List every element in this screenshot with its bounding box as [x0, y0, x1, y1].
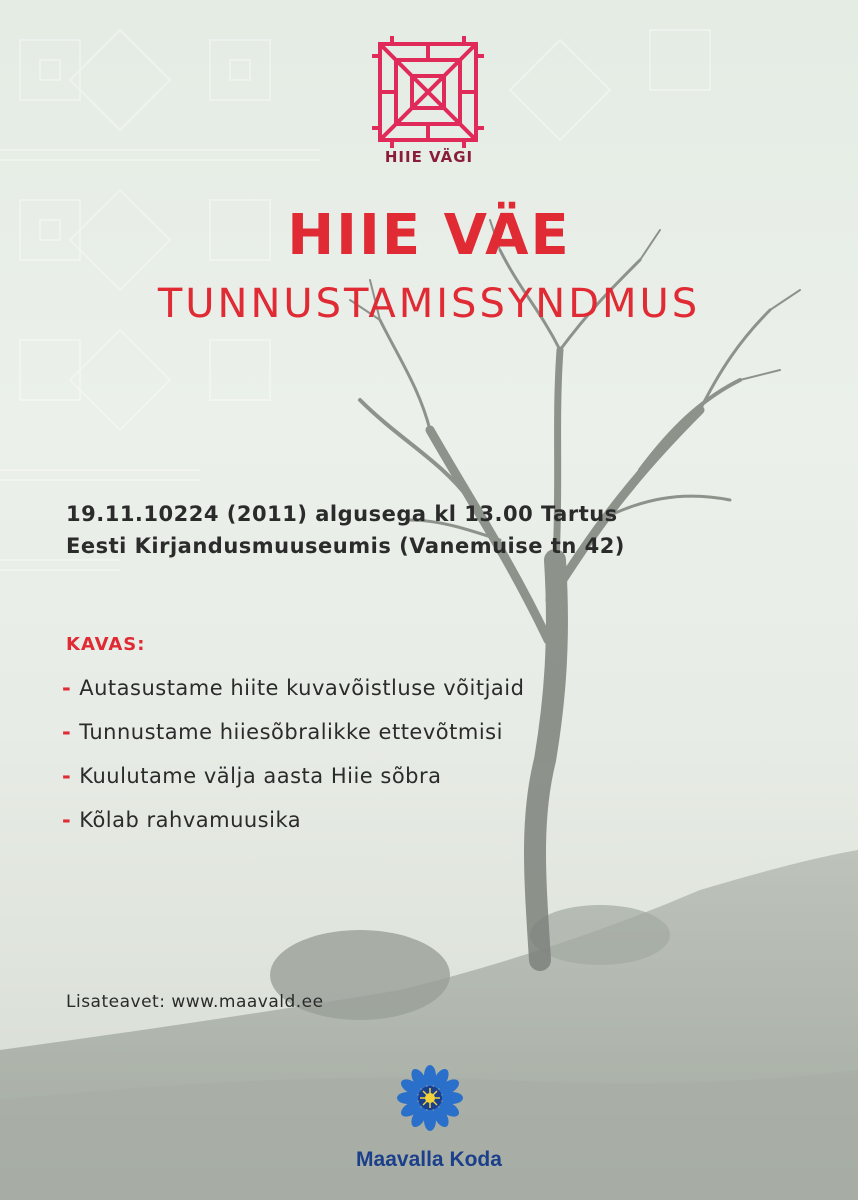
hiie-vagi-logo-icon — [372, 36, 484, 148]
more-info-link[interactable]: Lisateavet: www.maavald.ee — [66, 992, 324, 1012]
list-item: - Tunnustame hiiesõbralikke ettevõtmisi — [62, 720, 503, 744]
dash-bullet: - — [62, 720, 72, 744]
dash-bullet: - — [62, 676, 72, 700]
dash-bullet: - — [62, 808, 72, 832]
program-list — [62, 676, 524, 852]
organization-name: Maavalla Koda — [356, 1148, 502, 1171]
dash-bullet: - — [62, 764, 72, 788]
logo-caption: HIIE VÄGI — [384, 148, 474, 166]
page-title: HIIE VÄE — [287, 203, 571, 268]
event-details — [66, 498, 806, 562]
list-item: - Kuulutame välja aasta Hiie sõbra — [62, 764, 442, 788]
program-heading: KAVAS: — [66, 634, 146, 655]
event-location: Eesti Kirjandusmuuseumis (Vanemuise tn 42) — [66, 534, 625, 558]
page-subtitle: TUNNUSTAMISSYNDMUS — [157, 281, 701, 327]
list-item: - Kõlab rahvamuusika — [62, 808, 302, 832]
list-item: - Autasustame hiite kuvavõistluse võitjaid — [62, 676, 525, 700]
cornflower-emblem-icon — [396, 1064, 464, 1132]
event-date-time: 19.11.10224 (2011) algusega kl 13.00 Tartus — [66, 502, 618, 526]
